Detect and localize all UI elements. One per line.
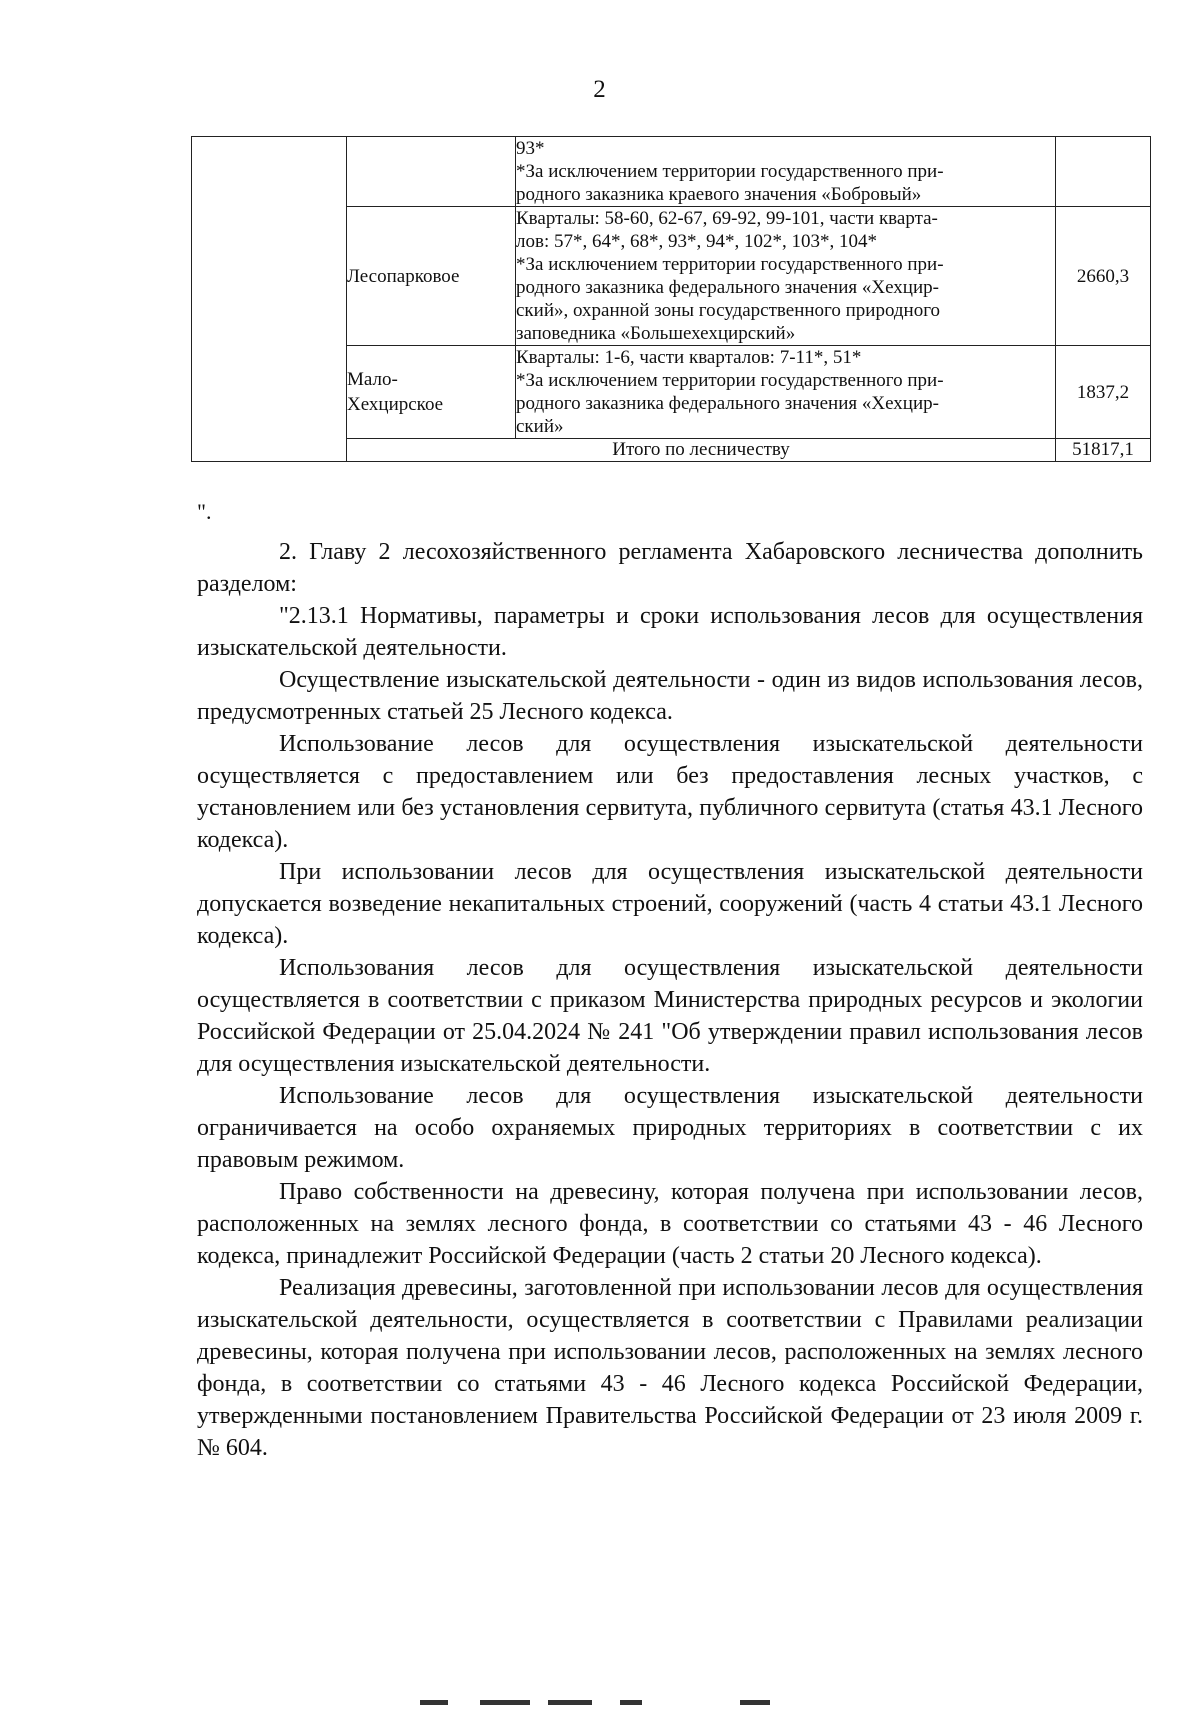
description-line: *За исключением территории государственного при- — [516, 254, 944, 275]
table-cell-area: 2660,3 — [1056, 207, 1151, 346]
description-line: ский», охранной зоны государственного природного — [516, 300, 941, 321]
description-line: Кварталы: 58-60, 62-67, 69-92, 99-101, части кварта- — [516, 208, 938, 229]
scan-edge-marks — [420, 1700, 840, 1708]
table-cell-region — [347, 346, 516, 439]
paragraph: Реализация древесины, заготовленной при использовании лесов для осуществления изыскательской деятельности, осуществляется в соответствии с Правилами реализации древесины, которая получена при использовании лесов, расположенных на землях лесного фонда, в соответствии со статьями 43 - 46 Лесного кодекса Российской Федерации, утвержденными постановлением Правительства Российской Федерации от 23 июля 2009 г. № 604. — [197, 1275, 1143, 1461]
paragraph: При использовании лесов для осуществления изыскательской деятельности допускается возведение некапитальных строений, сооружений (часть 4 статьи 43.1 Лесного кодекса). — [197, 859, 1143, 949]
table-cell-description — [516, 346, 1056, 439]
table-cell-description — [516, 137, 1056, 207]
paragraph: Использования лесов для осуществления изыскательской деятельности осуществляется в соответствии с приказом Министерства природных ресурсов и экологии Российской Федерации от 25.04.2024 № 241 "Об утверждении правил использования лесов для осуществления изыскательской деятельности. — [197, 955, 1143, 1077]
page-number: 2 — [593, 76, 607, 103]
description-line: лов: 57*, 64*, 68*, 93*, 94*, 102*, 103*, 104* — [516, 231, 877, 252]
table-row — [192, 137, 1151, 207]
table-cell-region: Лесопарковое — [347, 207, 516, 346]
document-body — [197, 536, 1143, 1464]
description-line: 93* — [516, 138, 545, 159]
region-name-line: Мало- — [347, 369, 398, 390]
paragraph: "2.13.1 Нормативы, параметры и сроки использования лесов для осуществления изыскательской деятельности. — [197, 603, 1143, 661]
description-line: ский» — [516, 416, 564, 437]
description-line: родного заказника федерального значения «Хехцир- — [516, 277, 939, 298]
paragraph: Осуществление изыскательской деятельности - один из видов использования лесов, предусмотренных статьей 25 Лесного кодекса. — [197, 667, 1143, 725]
description-line: родного заказника федерального значения «Хехцир- — [516, 393, 939, 414]
paragraph: Использование лесов для осуществления изыскательской деятельности осуществляется с предоставлением или без предоставления лесных участков, с установлением или без установления сервитута, публичного сервитута (статья 43.1 Лесного кодекса). — [197, 731, 1143, 853]
description-line: родного заказника краевого значения «Бобровый» — [516, 184, 922, 205]
paragraph: Использование лесов для осуществления изыскательской деятельности ограничивается на особо охраняемых природных территориях в соответствии с их правовым режимом. — [197, 1083, 1143, 1173]
region-name-line: Хехцирское — [347, 394, 444, 415]
closing-quote: ". — [197, 499, 212, 524]
table-cell-area: 1837,2 — [1056, 346, 1151, 439]
table-cell-description — [516, 207, 1056, 346]
table-cell-empty — [192, 137, 347, 462]
table-cell-region — [347, 137, 516, 207]
paragraph: 2. Главу 2 лесохозяйственного регламента Хабаровского лесничества дополнить разделом: — [197, 539, 1143, 597]
forestry-table — [191, 136, 1151, 462]
table-cell-area — [1056, 137, 1151, 207]
total-label: Итого по лесничеству — [347, 439, 1056, 462]
description-line: заповедника «Большехехцирский» — [516, 323, 796, 344]
description-line: *За исключением территории государственного при- — [516, 370, 944, 391]
description-line: *За исключением территории государственного при- — [516, 161, 944, 182]
total-value: 51817,1 — [1056, 439, 1151, 462]
paragraph: Право собственности на древесину, которая получена при использовании лесов, расположенных на землях лесного фонда, в соответствии со статьями 43 - 46 Лесного кодекса, принадлежит Российской Федерации (часть 2 статьи 20 Лесного кодекса). — [197, 1179, 1143, 1269]
description-line: Кварталы: 1-6, части кварталов: 7-11*, 51* — [516, 347, 862, 368]
